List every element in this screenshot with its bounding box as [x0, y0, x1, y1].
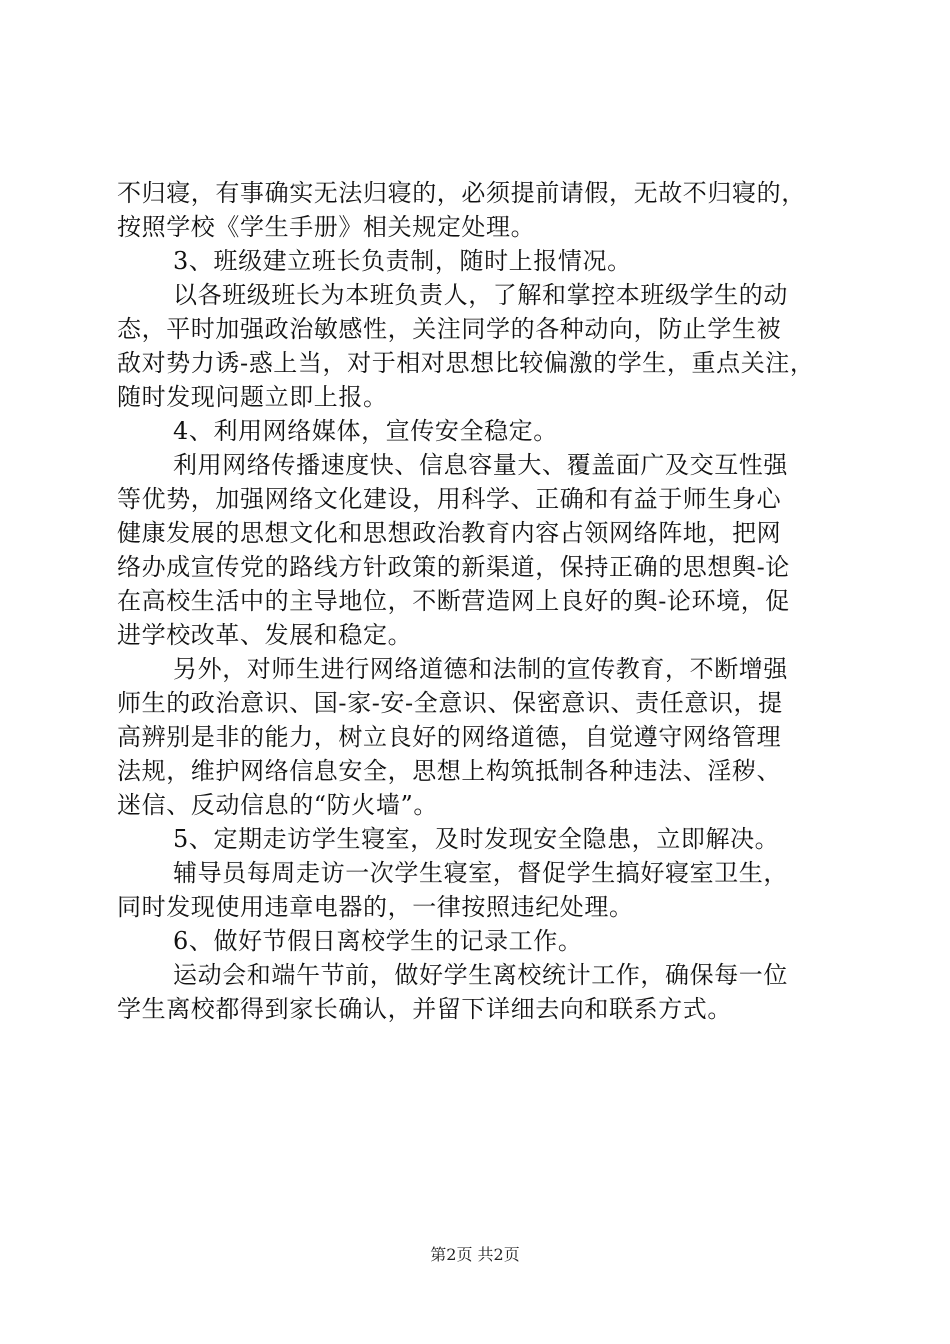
- text-line: 同时发现使用违章电器的，一律按照违纪处理。: [117, 893, 634, 921]
- text-line: 按照学校《学生手册》相关规定处理。: [117, 213, 536, 241]
- text-line: 进学校改革、发展和稳定。: [117, 621, 413, 649]
- text-line: 法规，维护网络信息安全，思想上构筑抵制各种违法、淫秽、: [117, 757, 782, 785]
- text-line: 学生离校都得到家长确认，并留下详细去向和联系方式。: [117, 995, 732, 1023]
- text-line: 络办成宣传党的路线方针政策的新渠道，保持正确的思想舆-论: [117, 553, 790, 581]
- text-line: 态，平时加强政治敏感性，关注同学的各种动向，防止学生被: [117, 315, 782, 343]
- text-line: 另外，对师生进行网络道德和法制的宣传教育，不断增强: [173, 655, 788, 683]
- text-line: 等优势，加强网络文化建设，用科学、正确和有益于师生身心: [117, 485, 782, 513]
- text-line: 以各班级班长为本班负责人，了解和掌控本班级学生的动: [173, 281, 788, 309]
- text-line: 运动会和端午节前，做好学生离校统计工作，确保每一位: [173, 961, 788, 989]
- text-line: 不归寝，有事确实无法归寝的，必须提前请假，无故不归寝的，: [117, 179, 806, 207]
- text-line: 辅导员每周走访一次学生寝室，督促学生搞好寝室卫生，: [173, 859, 788, 887]
- text-line: 高辨别是非的能力，树立良好的网络道德，自觉遵守网络管理: [117, 723, 782, 751]
- section-heading: 6、做好节假日离校学生的记录工作。: [173, 927, 583, 955]
- text-line: 健康发展的思想文化和思想政治教育内容占领网络阵地，把网: [117, 519, 782, 547]
- text-line: 敌对势力诱-惑上当，对于相对思想比较偏激的学生，重点关注，: [117, 349, 815, 377]
- text-line: 随时发现问题立即上报。: [117, 383, 388, 411]
- document-body: [117, 176, 837, 1026]
- text-line: 师生的政治意识、国-家-安-全意识、保密意识、责任意识，提: [117, 689, 783, 717]
- text-line: 在高校生活中的主导地位，不断营造网上良好的舆-论环境，促: [117, 587, 790, 615]
- section-heading: 5、定期走访学生寝室，及时发现安全隐患，立即解决。: [173, 825, 780, 853]
- text-line: 迷信、反动信息的“防火墙”。: [117, 791, 438, 819]
- text-line: 利用网络传播速度快、信息容量大、覆盖面广及交互性强: [173, 451, 788, 479]
- section-heading: 3、班级建立班长负责制，随时上报情况。: [173, 247, 632, 275]
- section-heading: 4、利用网络媒体，宣传安全稳定。: [173, 417, 558, 445]
- page-number-footer: 第2页 共2页: [430, 1245, 520, 1264]
